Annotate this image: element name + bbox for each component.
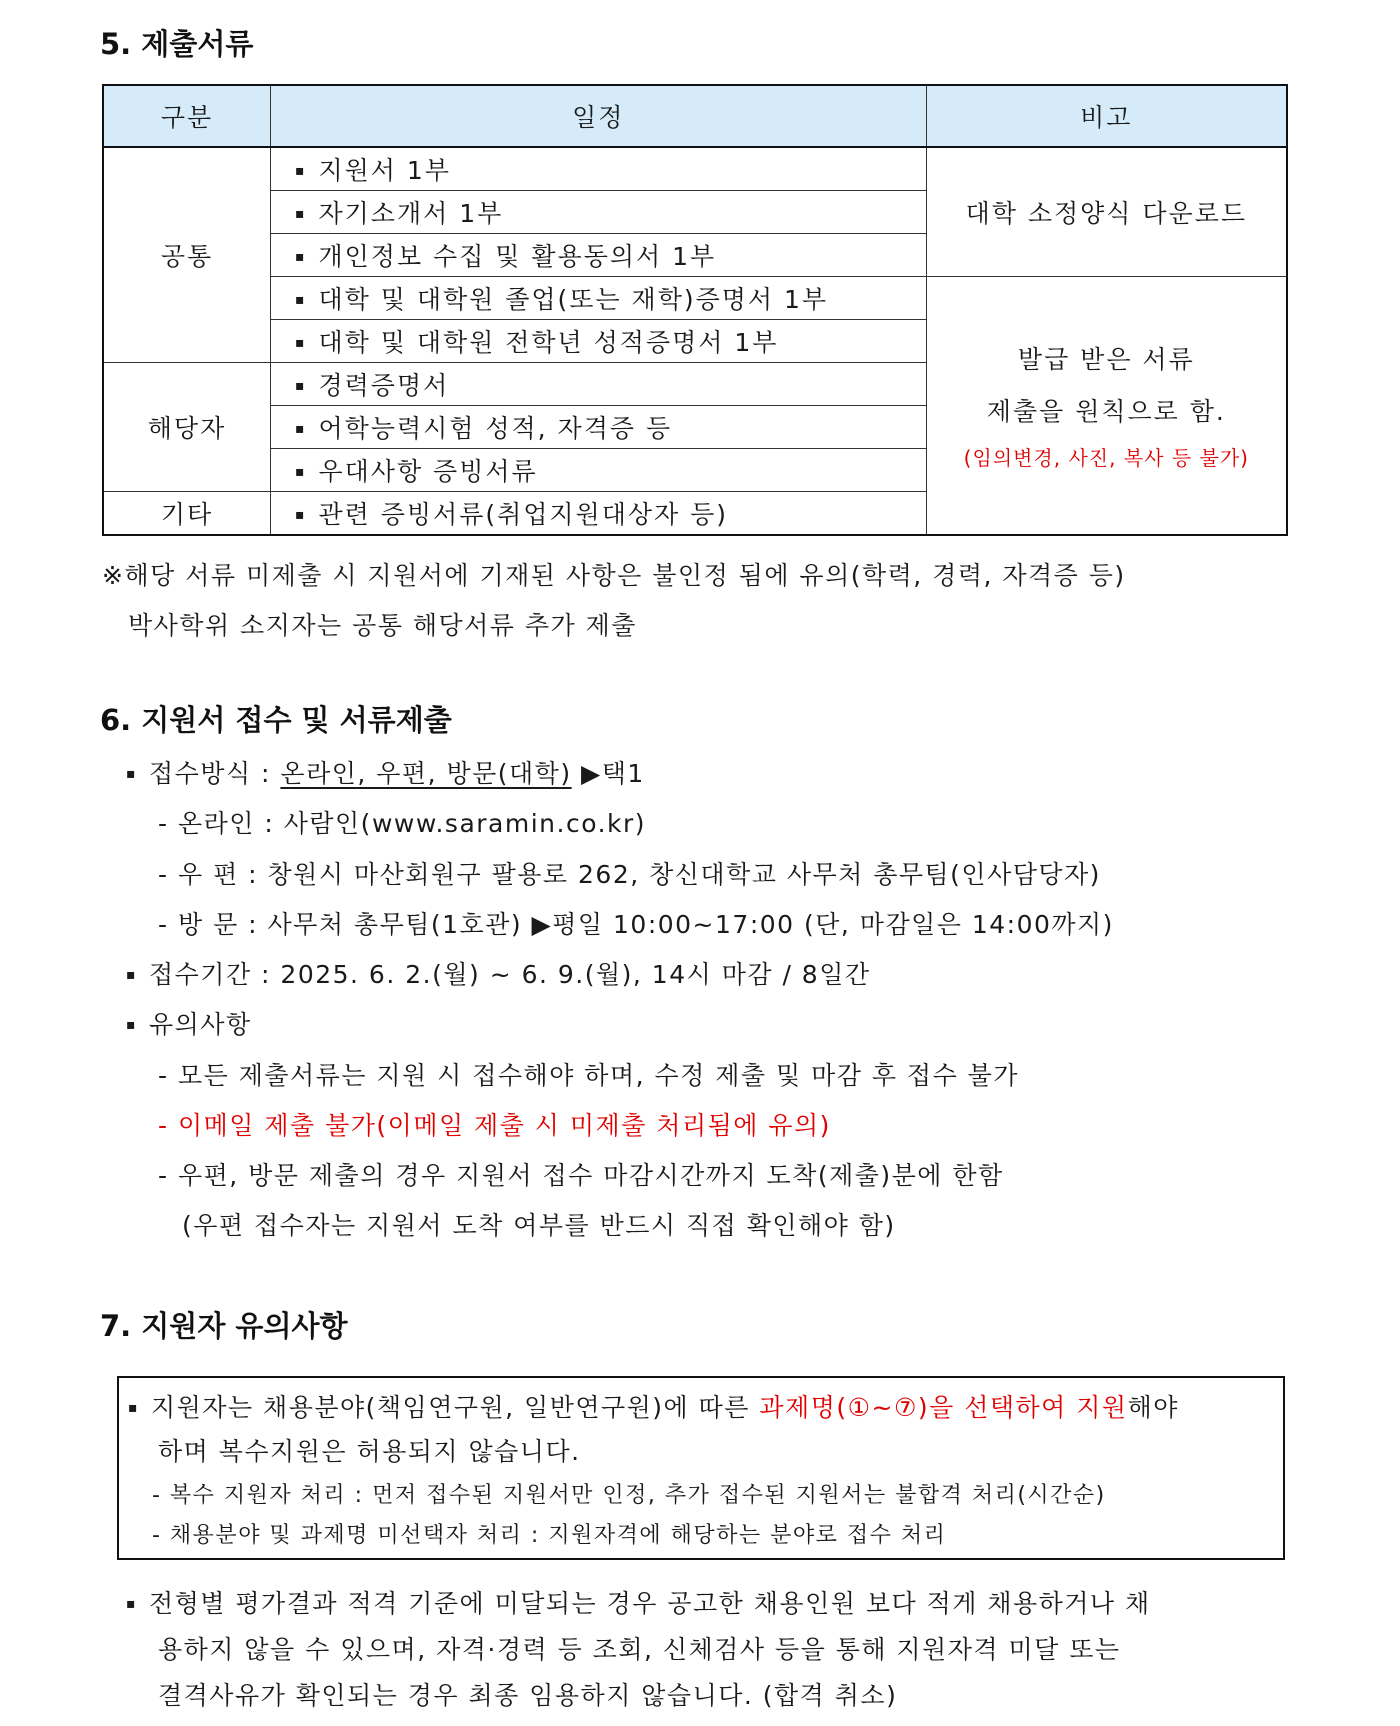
doc-item: ▪ 개인정보 수집 및 활용동의서 1부 — [271, 234, 927, 277]
section6-title: 6. 지원서 접수 및 서류제출 — [100, 703, 452, 737]
bullet-icon: ▪ — [295, 378, 307, 394]
note-download: 대학 소정양식 다운로드 — [926, 147, 1287, 277]
para-line2: 용하지 않을 수 있으며, 자격·경력 등 조회, 신체검사 등을 통해 지원자격 미달 또는 — [158, 1635, 1121, 1664]
category-other: 기타 — [103, 492, 271, 536]
table-row — [103, 277, 1287, 320]
method-line — [126, 754, 645, 790]
table-header-row — [103, 85, 1287, 147]
bullet-icon: ▪ — [295, 421, 307, 437]
visit-line: - 방 문 : 사무처 총무팀(1호관) ▶평일 10:00~17:00 (단, 마감일은 14:00까지) — [158, 910, 1114, 939]
documents-table — [102, 84, 1288, 536]
online-line: - 온라인 : 사람인(www.saramin.co.kr) — [158, 809, 647, 838]
note-issued-line2: 제출을 원칙으로 함. — [986, 396, 1226, 426]
para-line3: 결격사유가 확인되는 경우 최종 임용하지 않습니다. (합격 취소) — [158, 1681, 898, 1710]
method-choice: ▶택1 — [571, 759, 645, 788]
caution-line1: - 모든 제출서류는 지원 시 접수해야 하며, 수정 제출 및 마감 후 접수 불가 — [158, 1061, 1019, 1090]
bullet-icon: ▪ — [295, 292, 307, 308]
section5-title: 5. 제출서류 — [100, 27, 254, 61]
doc-item: ▪ 대학 및 대학원 전학년 성적증명서 1부 — [271, 320, 927, 363]
method-value: 온라인, 우편, 방문(대학) — [280, 759, 572, 788]
doc-item: ▪ 어학능력시험 성적, 자격증 등 — [271, 406, 927, 449]
box-highlight: 과제명(①~⑦)을 선택하여 지원 — [759, 1393, 1128, 1422]
box-sub2: - 채용분야 및 과제명 미선택자 처리 : 지원자격에 해당하는 분야로 접수 처리 — [152, 1523, 947, 1548]
bullet-icon: ▪ — [295, 464, 307, 480]
doc-item: ▪ 우대사항 증빙서류 — [271, 449, 927, 492]
note-issued — [926, 277, 1287, 536]
table-row — [103, 147, 1287, 191]
section7-title: 7. 지원자 유의사항 — [100, 1309, 348, 1343]
caution-line2: - 이메일 제출 불가(이메일 제출 시 미제출 처리됨에 유의) — [158, 1111, 831, 1140]
bullet-icon: ▪ — [126, 766, 137, 782]
remark-line2: 박사학위 소지자는 공통 해당서류 추가 제출 — [128, 611, 637, 640]
bullet-icon: ▪ — [295, 249, 307, 265]
doc-item: ▪ 자기소개서 1부 — [271, 191, 927, 234]
para-line1: ▪ 전형별 평가결과 적격 기준에 미달되는 경우 공고한 채용인원 보다 적게 채용하거나 채 — [126, 1589, 1151, 1618]
note-issued-line1: 발급 받은 서류 — [1017, 344, 1195, 374]
bullet-icon: ▪ — [295, 206, 307, 222]
bullet-icon: ▪ — [295, 507, 307, 523]
header-category: 구분 — [103, 85, 271, 147]
header-schedule: 일정 — [271, 85, 927, 147]
bullet-icon: ▪ — [126, 1596, 137, 1612]
bullet-icon: ▪ — [126, 967, 137, 983]
box-line1: ▪ 지원자는 채용분야(책임연구원, 일반연구원)에 따른 과제명(①~⑦)을 선택하여 지원해야 — [128, 1393, 1179, 1422]
doc-item: ▪ 관련 증빙서류(취업지원대상자 등) — [271, 492, 927, 536]
bullet-icon: ▪ — [295, 335, 307, 351]
header-remarks: 비고 — [926, 85, 1287, 147]
category-common: 공통 — [103, 147, 271, 363]
doc-item: ▪ 경력증명서 — [271, 363, 927, 406]
note-issued-warning: (임의변경, 사진, 복사 등 불가) — [963, 445, 1249, 470]
bullet-icon: ▪ — [126, 1017, 137, 1033]
post-line: - 우 편 : 창원시 마산회원구 팔용로 262, 창신대학교 사무처 총무팀(인사담당자) — [158, 860, 1101, 889]
caution-title: ▪ 유의사항 — [126, 1010, 252, 1039]
remark-line1: ※해당 서류 미제출 시 지원서에 기재된 사항은 불인정 됨에 유의(학력, 경력, 자격증 등) — [102, 561, 1126, 590]
period-line: ▪ 접수기간 : 2025. 6. 2.(월) ~ 6. 9.(월), 14시 마감 / 8일간 — [126, 960, 871, 989]
doc-item: ▪ 대학 및 대학원 졸업(또는 재학)증명서 1부 — [271, 277, 927, 320]
caution-line4: (우편 접수자는 지원서 도착 여부를 반드시 직접 확인해야 함) — [182, 1211, 896, 1240]
category-applicable: 해당자 — [103, 363, 271, 492]
doc-item: ▪ 지원서 1부 — [271, 147, 927, 191]
caution-line3: - 우편, 방문 제출의 경우 지원서 접수 마감시간까지 도착(제출)분에 한함 — [158, 1161, 1004, 1190]
box-sub1: - 복수 지원자 처리 : 먼저 접수된 지원서만 인정, 추가 접수된 지원서는 불합격 처리(시간순) — [152, 1483, 1106, 1508]
bullet-icon: ▪ — [128, 1400, 139, 1416]
method-label: 접수방식 : — [149, 759, 281, 788]
bullet-icon: ▪ — [295, 163, 307, 179]
box-line2: 하며 복수지원은 허용되지 않습니다. — [158, 1437, 581, 1466]
